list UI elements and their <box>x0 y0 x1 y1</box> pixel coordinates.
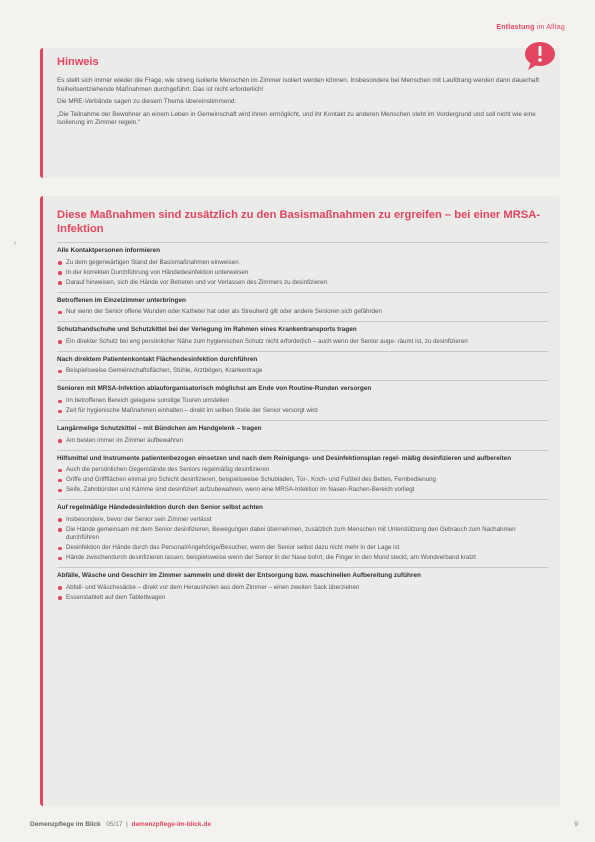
section-tag-bold: Entlastung <box>496 24 535 31</box>
section-tag <box>496 24 565 31</box>
measure-heading: Hilfsmittel und Instrumente patientenbezogen einsetzen und nach dem Reinigungs- und Desinfektionsplan regel- mäßig desinfizieren und aufbereiten <box>57 454 512 462</box>
list-item: Zu dem gegenwärtigen Stand der Basismaßnahmen einweisen <box>57 259 548 267</box>
hint-paragraph: Die MRE-Verbände sagen zu diesem Thema übereinstimmend: <box>57 98 237 106</box>
measure-section <box>57 321 548 351</box>
exclamation-bubble-icon <box>522 40 558 72</box>
margin-mark: ‹ <box>14 240 17 247</box>
measures-title: Diese Maßnahmen sind zusätzlich zu den Basismaßnahmen zu ergreifen – bei einer MRSA-Infektion <box>57 209 541 235</box>
list-item: Desinfektion der Hände durch das Personal/Angehörige/Besucher, wenn der Senior selbst dazu nicht mehr in der Lage ist <box>57 544 548 552</box>
page-number: 9 <box>574 821 578 828</box>
list-item: Essenstablett auf dem Tablettwagen <box>57 594 548 602</box>
list-item: Beispielsweise Gemeinschaftsflächen, Stühle, Arztbögen, Krankentrage <box>57 367 548 375</box>
hint-paragraph: „Die Teilnahme der Bewohner an einem Leben in Gemeinschaft wird ihnen ermöglicht, und ihr Kontakt zu anderen Menschen steht im Vordergrund und soll nicht wie eine Isolierung im Zimmer regeln.“ <box>57 110 536 127</box>
list-item: Seife, Zahnbürsten und Kämme sind desinfiziert aufzubewahren, wenn eine MRSA-Infektion im Nasen-Rachen-Bereich vorliegt <box>57 486 548 494</box>
measure-heading: Betroffenen im Einzelzimmer unterbringen <box>57 296 186 304</box>
hint-paragraph: Es stellt sich immer wieder die Frage, wie streng isolierte Menschen im Zimmer isoliert werden können. Insbesondere bei Menschen mit Laufdrang werden dann dauerhaft freiheitsentziehende Maßnahmen durchgeführt. Das ist nicht erforderlich! <box>57 77 540 93</box>
measure-section <box>57 380 548 420</box>
list-item: Zeit für hygienische Maßnahmen einhalten – direkt im selben Stelle der Senior versorgt wird <box>57 407 548 415</box>
measure-section <box>57 420 548 450</box>
measure-heading: Nach direktem Patientenkontakt Flächendesinfektion durchführen <box>57 355 258 363</box>
measure-heading: Langärmelige Schutzkittel – mit Bündchen am Handgelenk – tragen <box>57 424 262 432</box>
list-item: Insbesondere, bevor der Senior sein Zimmer verlässt <box>57 516 548 524</box>
hint-title: Hinweis <box>57 56 99 68</box>
page-footer: Demenzpflege im Blick 05/17 | demenzpflege-im-blick.de 9 <box>30 821 578 828</box>
measures-box <box>40 196 560 806</box>
list-item: Abfall- und Wäschesäcke – direkt vor dem Herausholen aus dem Zimmer – einen zweiten Sack überziehen <box>57 584 548 592</box>
measure-heading: Abfälle, Wäsche und Geschirr im Zimmer sammeln und direkt der Entsorgung bzw. maschinellen Aufbereitung zuführen <box>57 572 421 580</box>
list-item: Ein direkter Schutz bei eng persönlicher Nähe zum hygienischen Schutz nicht erforderlich – auch wenn der Senior auge- räumt ist, zu desinfizieren <box>57 338 548 346</box>
measure-section <box>57 242 548 292</box>
measure-section <box>57 292 548 322</box>
list-item: Am besten immer im Zimmer aufbewahren <box>57 437 548 445</box>
measure-section <box>57 450 548 500</box>
list-item: Die Hände gemeinsam mit dem Senior desinfizieren, Bewegungen dabei übernehmen, zusätzlich zum Menschen mit Unterstützung den Gebrauch zum Nachahmen durchführen <box>57 526 548 543</box>
section-tag-rest: im Alltag <box>534 24 565 31</box>
footer-url[interactable]: demenzpflege-im-blick.de <box>131 821 211 828</box>
measure-section <box>57 351 548 381</box>
measure-heading: Alle Kontaktpersonen informieren <box>57 247 160 254</box>
list-item: Darauf hinweisen, sich die Hände vor Betreten und vor Verlassen des Zimmers zu desinfizieren <box>57 279 548 287</box>
footer-brand: Demenzpflege im Blick <box>30 821 101 828</box>
measure-heading: Auf regelmäßige Händedesinfektion durch den Senior selbst achten <box>57 504 263 512</box>
footer-issue: 05/17 <box>106 821 123 828</box>
measure-section <box>57 567 548 607</box>
measure-heading: Schutzhandschuhe und Schutzkittel bei der Verlegung im Rahmen eines Krankentransports tragen <box>57 326 357 334</box>
measure-heading: Senioren mit MRSA-Infektion ablauforganisatorisch möglichst am Ende von Routine-Runden versorgen <box>57 385 372 393</box>
list-item: Auch die persönlichen Gegenstände des Seniors regelmäßig desinfizieren <box>57 466 548 474</box>
hint-box <box>40 48 560 178</box>
measure-section <box>57 499 548 567</box>
list-item: Im betroffenen Bereich gelegene sonstige Touren umstellen <box>57 397 548 405</box>
list-item: In der korrekten Durchführung von Händedesinfektion unterweisen <box>57 269 548 277</box>
list-item: Griffe und Griffflächen einmal pro Schicht desinfizieren, beispielsweise Schubladen, Tür-, Koch- und Fußteil des Bettes, Fernbedienung <box>57 476 548 484</box>
list-item: Hände zwischendurch desinfizieren lassen, beispielsweise wenn der Senior in der Nase bohrt, die Finger in den Mund steckt, am Wundverband kratzt <box>57 554 548 562</box>
list-item: Nur wenn der Senior offene Wunden oder Katheter hat oder als Streuherd gilt oder andere Senioren sich gefährden <box>57 308 548 316</box>
